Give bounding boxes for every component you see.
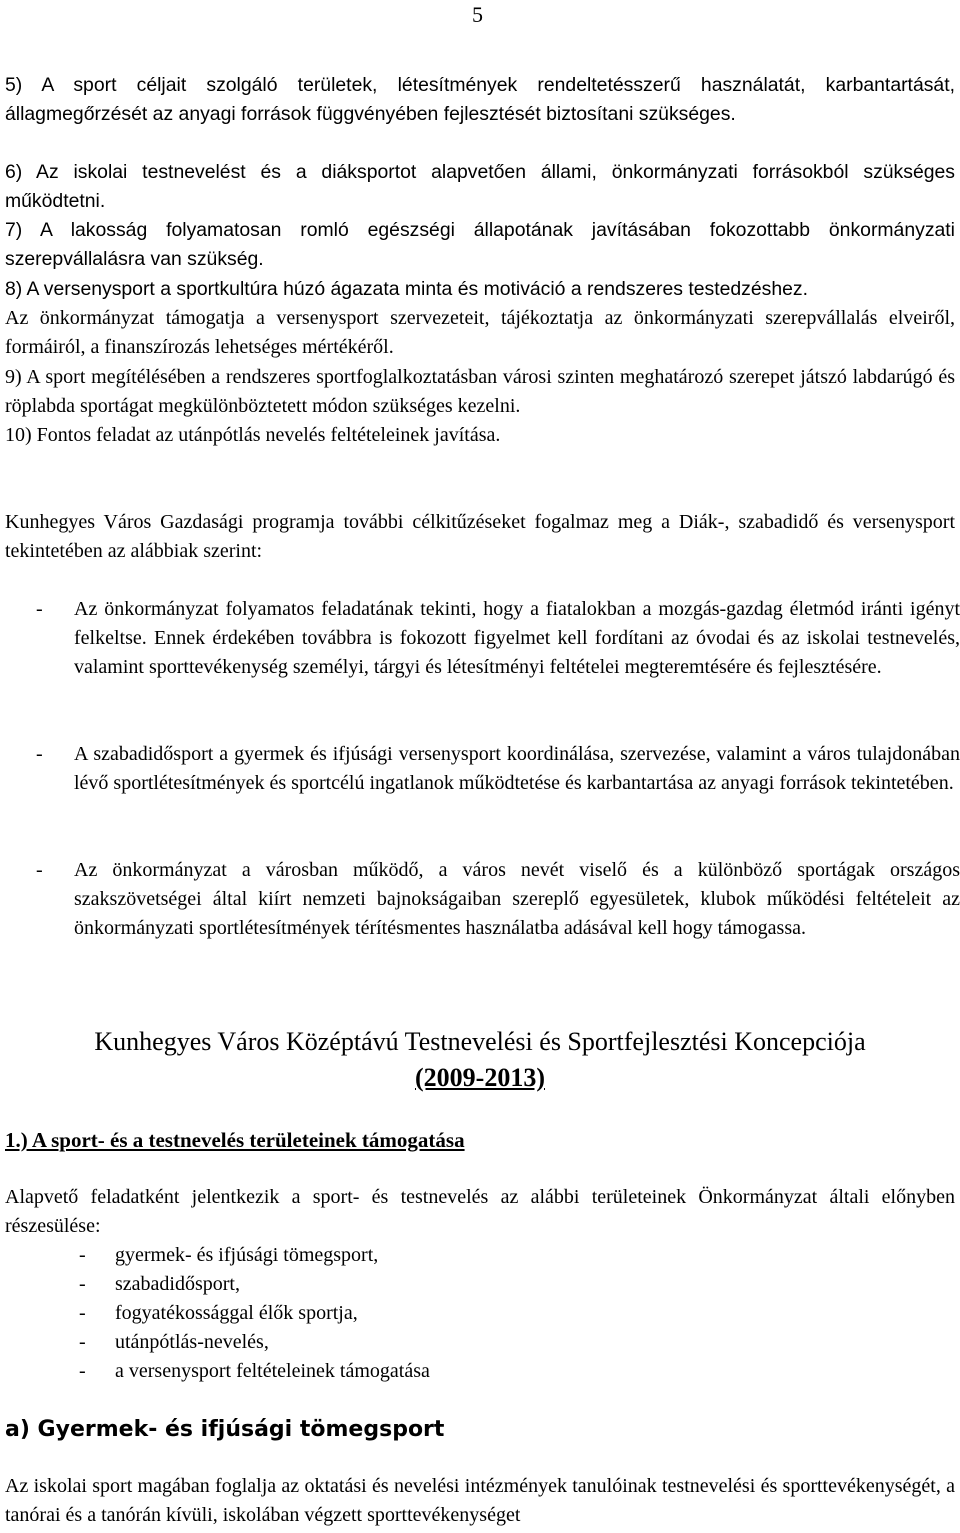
- list-dash: -: [36, 859, 43, 881]
- paragraph-economic-program-intro: Kunhegyes Város Gazdasági programja további célkitűzéseket fogalmaz meg a Diák-, szabadidő és versenysport tekintetében az alábbiak szerint:: [5, 511, 955, 562]
- concept-period-text: (2009-2013): [415, 1063, 545, 1092]
- list-item-text: utánpótlás-nevelés,: [115, 1331, 269, 1353]
- subsection-a-text: Az iskolai sport magában foglalja az oktatási és nevelési intézmények tanulóinak testnevelési és sporttevékenységét, a tanórai és a tanórán kívüli, iskolában végzett sporttevékenységet: [5, 1475, 955, 1526]
- list-dash: -: [36, 598, 43, 620]
- list-dash: -: [36, 743, 43, 765]
- paragraph-item-9: 9) A sport megítélésében a rendszeres sportfoglalkoztatásban városi szinten meghatározó szerepet játszó labdarúgó és röplabda sportágat megkülönböztetett módon szükséges kezelni.: [5, 366, 955, 417]
- list-item-text: a versenysport feltételeinek támogatása: [115, 1360, 430, 1382]
- section-1-heading: 1.) A sport- és a testnevelés területeinek támogatása: [5, 1128, 465, 1152]
- concept-title: Kunhegyes Város Középtávú Testnevelési és Sportfejlesztési Koncepciója: [94, 1027, 866, 1056]
- page-number: 5: [472, 2, 483, 27]
- paragraph-item-5: 5) A sport céljait szolgáló területek, létesítmények rendeltetésszerű használatát, karbantartását, állagmegőrzését az anyagi források függvényében fejlesztését biztosítani szükséges.: [5, 74, 955, 125]
- paragraph-self-government-support: Az önkormányzat támogatja a versenysport szervezeteit, tájékoztatja az önkormányzati szerepvállalás elveiről, formáiról, a finanszírozás lehetséges mértékéről.: [5, 307, 955, 358]
- list-item-text: Az önkormányzat a városban működő, a város nevét viselő és a különböző sportágak országos szakszövetségei által kiírt nemzeti bajnokságaiban szereplő egyesületek, klubok működési feltételeit az önkormányzati sportlétesítmények térítésmentes használatba adásával kell hogy támogassa.: [74, 859, 960, 939]
- list-item-text: Az önkormányzat folyamatos feladatának tekinti, hogy a fiatalokban a mozgás-gazdag életmód iránti igényt felkeltse. Ennek érdekében továbbra is fokozott figyelmet kell fordítani az óvodai és az iskolai testnevelés, valamint sporttevékenység személyi, tárgyi és létesítményi feltételei megteremtésére és fejlesztésére.: [74, 598, 960, 678]
- list-item-text: A szabadidősport a gyermek és ifjúsági versenysport koordinálása, szervezése, valamint a város tulajdonában lévő sportlétesítmények és sportcélú ingatlanok működtetése és karbantartása az anyagi források tekintetében.: [74, 743, 960, 794]
- paragraph-item-10: 10) Fontos feladat az utánpótlás nevelés feltételeinek javítása.: [5, 424, 501, 446]
- list-dash: -: [79, 1244, 86, 1266]
- subsection-a-heading: a) Gyermek- és ifjúsági tömegsport: [5, 1417, 445, 1442]
- paragraph-item-6: 6) Az iskolai testnevelést és a diáksportot alapvetően állami, önkormányzati forrásokból szükséges működtetni.: [5, 161, 955, 212]
- list-item-text: fogyatékossággal élők sportja,: [115, 1302, 358, 1324]
- list-dash: -: [79, 1302, 86, 1324]
- list-item-text: gyermek- és ifjúsági tömegsport,: [115, 1244, 379, 1266]
- list-dash: -: [79, 1331, 86, 1353]
- section-1-intro: Alapvető feladatként jelentkezik a sport- és testnevelés az alábbi területeinek Önkormányzat általi előnyben részesülése:: [5, 1186, 955, 1237]
- list-item-text: szabadidősport,: [115, 1273, 240, 1295]
- list-dash: -: [79, 1360, 86, 1382]
- paragraph-item-8: 8) A versenysport a sportkultúra húzó ágazata minta és motiváció a rendszeres testedzéshez.: [5, 278, 808, 300]
- concept-period: [0, 1061, 960, 1095]
- list-dash: -: [79, 1273, 86, 1295]
- paragraph-item-7: 7) A lakosság folyamatosan romló egészségi állapotának javításában fokozottabb önkormányzati szerepvállalásra van szükség.: [5, 219, 955, 270]
